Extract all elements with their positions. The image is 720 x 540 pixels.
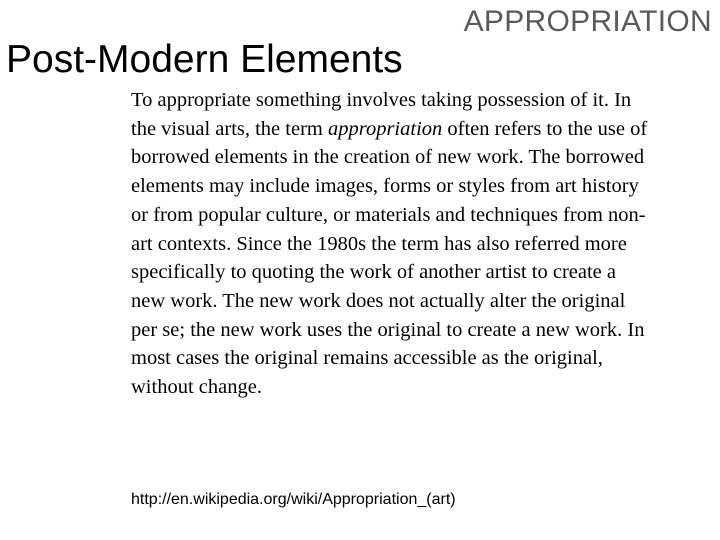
source-link[interactable]: http://en.wikipedia.org/wiki/Appropriation_(art) xyxy=(131,491,456,508)
body-text-rest: often refers to the use of borrowed elements in the creation of new work. The borrowed elements may include images, forms or styles from art history or from popular culture, or materials and techniques from non-art contexts. Since the 1980s the term has also referred more specifically to quoting the work of another artist to create a new work. The new work does not actually alter the original per se; the new work uses the original to create a new work. In most cases the original remains accessible as the original, without change. xyxy=(131,117,648,399)
body-emphasis-term: appropriation xyxy=(327,117,443,140)
slide-title: Post-Modern Elements xyxy=(6,38,403,81)
topic-label: APPROPRIATION xyxy=(463,5,712,38)
body-text-intro: To appropriate something involves taking possession of it. In the visual arts, the term xyxy=(131,89,632,140)
body-paragraph xyxy=(131,86,651,402)
